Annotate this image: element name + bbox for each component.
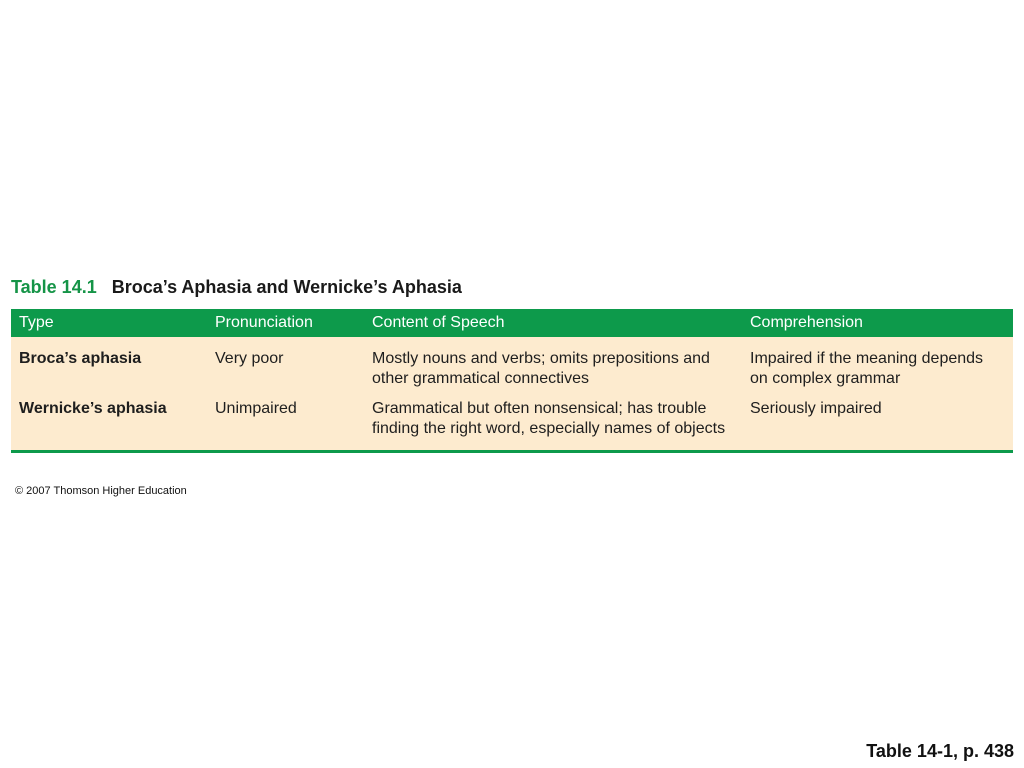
cell-content-of-speech: Grammatical but often nonsensical; has trouble finding the right word, especially names of objects — [364, 399, 742, 450]
cell-pronunciation: Very poor — [207, 337, 364, 399]
table-title: Broca’s Aphasia and Wernicke’s Aphasia — [111, 277, 462, 297]
cell-content-of-speech: Mostly nouns and verbs; omits prepositions and other grammatical connectives — [364, 337, 742, 399]
aphasia-table-container — [11, 309, 1013, 453]
aphasia-table — [11, 309, 1013, 450]
cell-comprehension: Impaired if the meaning depends on complex grammar — [742, 337, 1013, 399]
table-label: Table 14.1 — [11, 277, 97, 297]
table-row — [11, 337, 1013, 399]
cell-comprehension: Seriously impaired — [742, 399, 1013, 450]
header-comprehension: Comprehension — [742, 309, 1013, 337]
header-type: Type — [11, 309, 207, 337]
copyright-notice: © 2007 Thomson Higher Education — [15, 485, 187, 497]
table-row — [11, 399, 1013, 450]
table-bottom-rule — [11, 450, 1013, 453]
header-pronunciation: Pronunciation — [207, 309, 364, 337]
table-caption — [11, 275, 462, 299]
cell-pronunciation: Unimpaired — [207, 399, 364, 450]
header-content-of-speech: Content of Speech — [364, 309, 742, 337]
page-reference: Table 14-1, p. 438 — [866, 741, 1014, 761]
cell-type: Broca’s aphasia — [11, 337, 207, 399]
cell-type: Wernicke’s aphasia — [11, 399, 207, 450]
table-header-row — [11, 309, 1013, 337]
